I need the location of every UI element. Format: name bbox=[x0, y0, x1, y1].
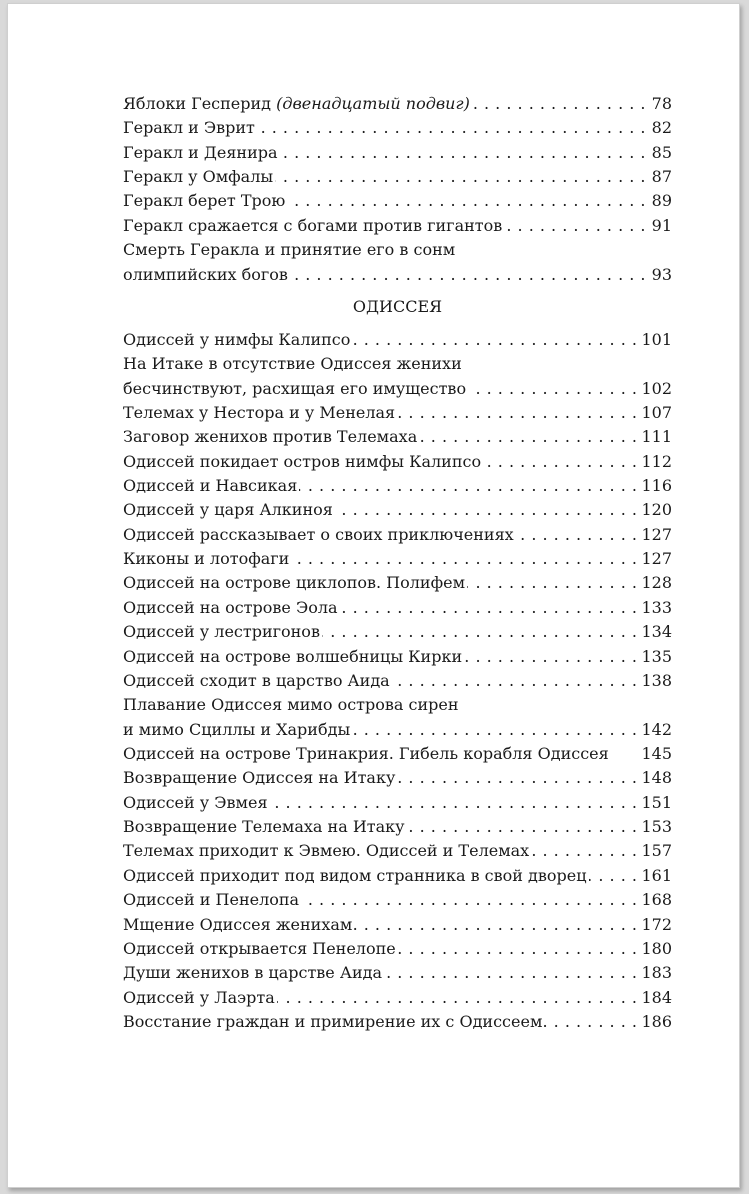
toc-entry[interactable] bbox=[123, 523, 672, 547]
toc-line bbox=[123, 377, 672, 401]
toc-line bbox=[123, 165, 672, 189]
toc-line bbox=[123, 214, 672, 238]
entry-title bbox=[123, 864, 587, 888]
toc-line bbox=[123, 571, 672, 595]
entry-title bbox=[123, 961, 382, 985]
page-number: 133 bbox=[641, 597, 672, 617]
entry-title bbox=[123, 377, 466, 401]
dot-leader bbox=[352, 328, 637, 352]
dot-leader bbox=[468, 377, 637, 401]
page-number: 102 bbox=[641, 378, 672, 398]
toc-line bbox=[123, 474, 672, 498]
toc-line bbox=[123, 864, 672, 888]
toc-entry[interactable] bbox=[123, 864, 672, 888]
toc-line bbox=[123, 116, 672, 140]
dot-leader bbox=[299, 474, 637, 498]
page-number: 180 bbox=[641, 938, 672, 958]
page-number: 87 bbox=[651, 167, 672, 187]
entry-title bbox=[123, 328, 350, 352]
dot-leader bbox=[483, 450, 637, 474]
toc-entry[interactable] bbox=[123, 596, 672, 620]
toc-line bbox=[123, 815, 672, 839]
dot-leader bbox=[397, 766, 637, 790]
dot-leader bbox=[467, 571, 637, 595]
page-number: 142 bbox=[641, 719, 672, 739]
toc-entry[interactable] bbox=[123, 450, 672, 474]
entry-title-text: Одиссей на острове Тринакрия. Гибель корабля Одиссея bbox=[123, 743, 609, 763]
dot-leader bbox=[544, 1010, 637, 1034]
page-number: 78 bbox=[651, 94, 672, 113]
page-number: 112 bbox=[641, 451, 672, 471]
toc-entry[interactable] bbox=[123, 937, 672, 961]
entry-title bbox=[123, 425, 417, 449]
entry-title-text: Одиссей и Навсикая bbox=[123, 476, 298, 496]
page-number: 107 bbox=[641, 402, 672, 422]
dot-leader bbox=[504, 214, 646, 238]
toc-entry[interactable] bbox=[123, 141, 672, 165]
page-number: 172 bbox=[641, 914, 672, 934]
toc-line bbox=[123, 263, 672, 287]
entry-title-text: Геракл сражается с богами против гигантов bbox=[123, 215, 503, 235]
toc-entry[interactable] bbox=[123, 328, 672, 352]
entry-title bbox=[123, 645, 462, 669]
entry-title bbox=[123, 523, 514, 547]
toc-entry[interactable] bbox=[123, 620, 672, 644]
toc-line bbox=[123, 189, 672, 213]
toc-entry[interactable] bbox=[123, 961, 672, 985]
dot-leader bbox=[270, 791, 638, 815]
page-number: 93 bbox=[651, 264, 672, 284]
page-number: 120 bbox=[641, 500, 672, 520]
entry-title bbox=[123, 571, 465, 595]
dot-leader bbox=[407, 815, 638, 839]
entry-title bbox=[123, 401, 395, 425]
entry-title-text: Одиссей рассказывает о своих приключениях bbox=[123, 524, 514, 544]
toc-entry[interactable] bbox=[123, 401, 672, 425]
entry-title bbox=[123, 214, 502, 238]
entry-title bbox=[123, 238, 455, 262]
page-number: 161 bbox=[641, 865, 672, 885]
toc-entry[interactable] bbox=[123, 116, 672, 140]
dot-leader bbox=[280, 141, 646, 165]
section-heading: ОДИССЕЯ bbox=[352, 296, 443, 316]
toc-line bbox=[123, 352, 672, 376]
dot-leader bbox=[398, 937, 638, 961]
toc-entry[interactable] bbox=[123, 352, 672, 401]
entry-title-text: Геракл берет Трою bbox=[123, 191, 286, 211]
toc-line bbox=[123, 693, 672, 717]
entry-title bbox=[123, 596, 338, 620]
spacer bbox=[609, 742, 642, 766]
entry-title bbox=[123, 352, 462, 376]
entry-title bbox=[123, 620, 320, 644]
dot-leader bbox=[392, 669, 638, 693]
toc-line bbox=[123, 645, 672, 669]
toc-entry[interactable] bbox=[123, 425, 672, 449]
entry-title-text: Одиссей у царя Алкиноя bbox=[123, 500, 333, 520]
dot-leader bbox=[290, 263, 646, 287]
toc-line bbox=[123, 986, 672, 1010]
entry-title bbox=[123, 165, 273, 189]
toc-entry[interactable] bbox=[123, 645, 672, 669]
entry-title-text: Одиссей у нимфы Калипсо bbox=[123, 329, 351, 349]
entry-title bbox=[123, 189, 285, 213]
dot-leader bbox=[340, 596, 638, 620]
page-number: 157 bbox=[641, 841, 672, 861]
dot-leader bbox=[397, 401, 637, 425]
entry-title-text: Мщение Одиссея женихам bbox=[123, 914, 353, 934]
dot-leader bbox=[287, 189, 646, 213]
entry-title-text: Плавание Одиссея мимо острова сирен bbox=[123, 695, 459, 715]
entry-title bbox=[123, 718, 350, 742]
entry-title bbox=[123, 693, 459, 717]
page-number: 186 bbox=[641, 1011, 672, 1031]
toc-entry[interactable] bbox=[123, 547, 672, 571]
toc-line bbox=[123, 766, 672, 790]
toc-entry[interactable] bbox=[123, 913, 672, 937]
toc-line bbox=[123, 913, 672, 937]
dot-leader bbox=[589, 864, 638, 888]
dot-leader bbox=[277, 986, 638, 1010]
entry-title-text: Возвращение Одиссея на Итаку bbox=[123, 768, 396, 788]
entry-title bbox=[123, 474, 297, 498]
dot-leader bbox=[419, 425, 637, 449]
entry-title bbox=[123, 742, 609, 766]
book-page bbox=[7, 3, 740, 1188]
dot-leader bbox=[301, 888, 637, 912]
toc-entry[interactable] bbox=[123, 165, 672, 189]
entry-title bbox=[123, 815, 405, 839]
toc-line bbox=[123, 547, 672, 571]
page-number: 184 bbox=[641, 987, 672, 1007]
toc-line bbox=[123, 669, 672, 693]
entry-title bbox=[123, 450, 481, 474]
toc-entry[interactable] bbox=[123, 791, 672, 815]
toc-line bbox=[123, 791, 672, 815]
dot-leader bbox=[516, 523, 638, 547]
entry-title-text: Одиссей и Пенелопа bbox=[123, 890, 300, 910]
toc-entry[interactable] bbox=[123, 839, 672, 863]
toc-line bbox=[123, 401, 672, 425]
entry-title-text: Заговор женихов против Телемаха bbox=[123, 427, 418, 447]
dot-leader bbox=[322, 620, 638, 644]
dot-leader bbox=[472, 92, 646, 116]
page-number: 111 bbox=[641, 427, 672, 447]
page-number: 91 bbox=[651, 215, 672, 235]
entry-title-text: Возвращение Телемаха на Итаку bbox=[123, 817, 405, 837]
entry-title bbox=[123, 263, 288, 287]
toc-line bbox=[123, 742, 672, 766]
entry-title bbox=[123, 766, 395, 790]
entry-title bbox=[123, 669, 390, 693]
entry-title bbox=[123, 888, 299, 912]
toc-line bbox=[123, 523, 672, 547]
entry-title-text: Геракл и Эврит bbox=[123, 118, 255, 138]
entry-title-text: Одиссей сходит в царство Аида bbox=[123, 670, 390, 690]
entry-title-text: Души женихов в царстве Аида bbox=[123, 963, 383, 983]
toc-line bbox=[123, 888, 672, 912]
entry-title bbox=[123, 1010, 542, 1034]
toc-line bbox=[123, 450, 672, 474]
entry-title-text: Одиссей на острове волшебницы Кирки bbox=[123, 646, 463, 666]
toc-entry[interactable] bbox=[123, 92, 672, 116]
toc-line bbox=[123, 620, 672, 644]
page-number: 128 bbox=[641, 573, 672, 593]
toc-entry[interactable] bbox=[123, 888, 672, 912]
entry-title-text: Геракл у Омфалы bbox=[123, 167, 274, 187]
dot-leader bbox=[335, 498, 638, 522]
dot-leader bbox=[464, 645, 637, 669]
entry-subtitle: (двенадцатый подвиг) bbox=[276, 94, 470, 113]
entry-title-text: Телемах у Нестора и у Менелая bbox=[123, 402, 396, 422]
entry-title-text: На Итаке в отсутствие Одиссея женихи bbox=[123, 354, 462, 374]
table-of-contents bbox=[123, 92, 672, 1034]
page-number: 145 bbox=[641, 743, 672, 763]
toc-entry[interactable] bbox=[123, 693, 672, 742]
page-number: 135 bbox=[641, 646, 672, 666]
toc-line bbox=[123, 961, 672, 985]
page-number: 116 bbox=[641, 476, 672, 496]
page-number: 168 bbox=[641, 890, 672, 910]
dot-leader bbox=[354, 913, 637, 937]
entry-title-text: Одиссей покидает остров нимфы Калипсо bbox=[123, 451, 482, 471]
toc-entry[interactable] bbox=[123, 669, 672, 693]
toc-line bbox=[123, 328, 672, 352]
toc-line bbox=[123, 238, 672, 262]
entry-title bbox=[123, 791, 268, 815]
entry-title-text: Одиссей у Эвмея bbox=[123, 792, 268, 812]
entry-title-text: Смерть Геракла и принятие его в сонм bbox=[123, 240, 456, 260]
entry-title bbox=[123, 547, 289, 571]
page-number: 134 bbox=[641, 622, 672, 642]
toc-line bbox=[123, 839, 672, 863]
toc-entry[interactable] bbox=[123, 189, 672, 213]
toc-line bbox=[123, 718, 672, 742]
page-number: 82 bbox=[651, 118, 672, 138]
entry-title bbox=[123, 141, 278, 165]
page-number: 151 bbox=[641, 792, 672, 812]
toc-line bbox=[123, 596, 672, 620]
dot-leader bbox=[275, 165, 646, 189]
page-number: 101 bbox=[641, 329, 672, 349]
toc-line bbox=[123, 425, 672, 449]
page-number: 148 bbox=[641, 768, 672, 788]
entry-title-text: Геракл и Деянира bbox=[123, 142, 278, 162]
toc-entry[interactable] bbox=[123, 498, 672, 522]
toc-entry[interactable] bbox=[123, 1010, 672, 1034]
dot-leader bbox=[384, 961, 637, 985]
entry-title bbox=[123, 92, 470, 116]
page-number: 127 bbox=[641, 524, 672, 544]
entry-title bbox=[123, 913, 352, 937]
dot-leader bbox=[257, 116, 646, 140]
toc-line bbox=[123, 937, 672, 961]
page-number: 85 bbox=[651, 142, 672, 162]
toc-entry[interactable] bbox=[123, 742, 672, 766]
entry-title-text: бесчинствуют, расхищая его имущество bbox=[123, 378, 467, 398]
entry-title bbox=[123, 116, 255, 140]
toc-entry[interactable] bbox=[123, 214, 672, 238]
toc-entry[interactable] bbox=[123, 815, 672, 839]
entry-title-text: Яблоки Гесперид bbox=[123, 94, 272, 113]
page-number: 153 bbox=[641, 817, 672, 837]
entry-title-text: и мимо Сциллы и Харибды bbox=[123, 719, 351, 739]
toc-entry[interactable] bbox=[123, 238, 672, 287]
entry-title-text: Одиссей на острове Эола bbox=[123, 597, 338, 617]
entry-title-text: Телемах приходит к Эвмею. Одиссей и Телемах bbox=[123, 841, 530, 861]
toc-entry[interactable] bbox=[123, 986, 672, 1010]
entry-title-text: Одиссей на острове циклопов. Полифем bbox=[123, 573, 466, 593]
toc-entry[interactable] bbox=[123, 474, 672, 498]
dot-leader bbox=[352, 718, 637, 742]
page-number: 127 bbox=[641, 549, 672, 569]
toc-line bbox=[123, 1010, 672, 1034]
entry-title-text: Одиссей у Лаэрта bbox=[123, 987, 275, 1007]
entry-title bbox=[123, 937, 396, 961]
entry-title-text: Одиссей приходит под видом странника в свой дворец bbox=[123, 865, 587, 885]
dot-leader bbox=[531, 839, 637, 863]
page-number: 89 bbox=[651, 191, 672, 211]
entry-title bbox=[123, 498, 333, 522]
entry-title bbox=[123, 986, 275, 1010]
toc-line bbox=[123, 141, 672, 165]
entry-title-text: Одиссей открывается Пенелопе bbox=[123, 938, 396, 958]
entry-title-text: Киконы и лотофаги bbox=[123, 549, 290, 569]
toc-line bbox=[123, 498, 672, 522]
page-number: 138 bbox=[641, 670, 672, 690]
page-number: 183 bbox=[641, 963, 672, 983]
toc-entry[interactable] bbox=[123, 571, 672, 595]
toc-entry[interactable] bbox=[123, 766, 672, 790]
entry-title bbox=[123, 839, 529, 863]
entry-title-text: Восстание граждан и примирение их с Одиссеем bbox=[123, 1011, 543, 1031]
toc-line bbox=[123, 92, 672, 116]
entry-title-text: олимпийских богов bbox=[123, 264, 288, 284]
entry-title-text: Одиссей у лестригонов bbox=[123, 622, 320, 642]
dot-leader bbox=[291, 547, 637, 571]
